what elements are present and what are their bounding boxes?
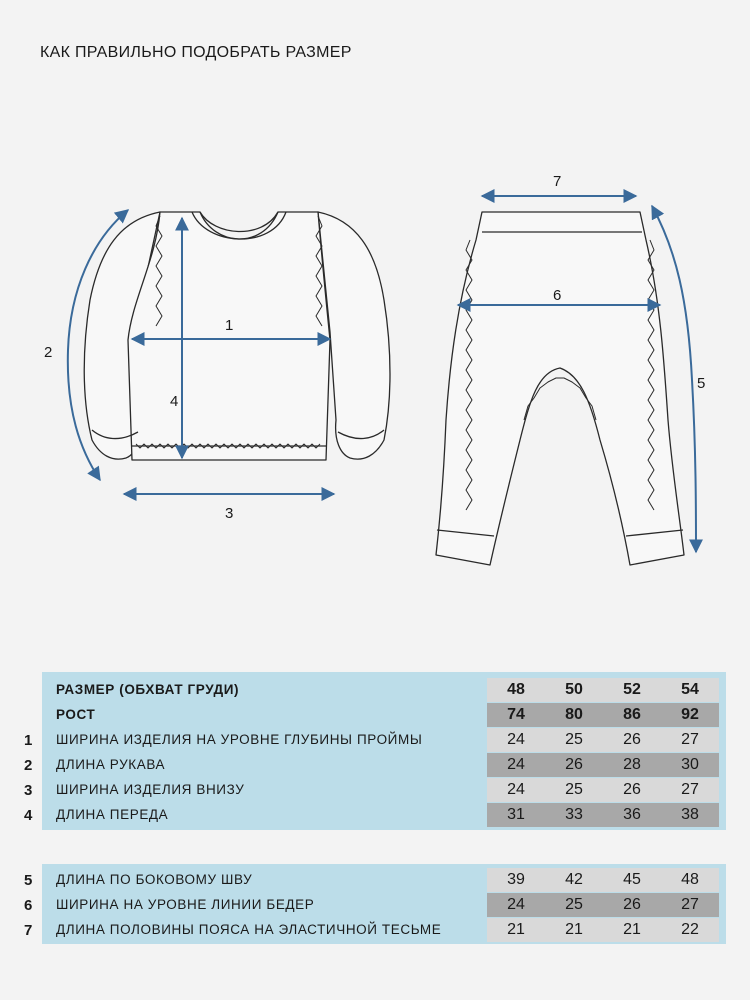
- cell: 26: [623, 781, 641, 798]
- cell: 21: [623, 921, 641, 938]
- cell: 26: [623, 896, 641, 913]
- row-label: ДЛИНА РУКАВА: [56, 757, 166, 772]
- cell: 26: [565, 756, 583, 773]
- table-row: [42, 918, 726, 942]
- cell: 36: [623, 806, 641, 823]
- cell: 25: [565, 731, 583, 748]
- cell: 39: [507, 871, 525, 888]
- row-number: 5: [24, 872, 33, 889]
- row-label: ДЛИНА ПОЛОВИНЫ ПОЯСА НА ЭЛАСТИЧНОЙ ТЕСЬМЕ: [56, 922, 442, 937]
- page-title: КАК ПРАВИЛЬНО ПОДОБРАТЬ РАЗМЕР: [40, 44, 352, 61]
- cell: 31: [507, 806, 525, 823]
- pants-illustration: [436, 212, 684, 565]
- measure-4-label: 4: [170, 393, 179, 410]
- cell: 42: [565, 871, 583, 888]
- table-row: [42, 753, 726, 777]
- cell: 80: [565, 706, 583, 723]
- table-row: [42, 868, 726, 892]
- cell: 24: [507, 781, 525, 798]
- cell: 52: [623, 681, 641, 698]
- cell: 24: [507, 896, 525, 913]
- row-label: ШИРИНА НА УРОВНЕ ЛИНИИ БЕДЕР: [56, 897, 315, 912]
- cell: 92: [681, 706, 699, 723]
- cell: 26: [623, 731, 641, 748]
- cell: 54: [681, 681, 699, 698]
- table-row: [42, 728, 726, 752]
- measure-1-label: 1: [225, 317, 234, 334]
- row-number: 4: [24, 807, 33, 824]
- cell: 48: [681, 871, 699, 888]
- cell: 24: [507, 731, 525, 748]
- measure-6-label: 6: [553, 287, 562, 304]
- table-row: [42, 778, 726, 802]
- cell: 21: [565, 921, 583, 938]
- cell: 50: [565, 681, 583, 698]
- table-row: [42, 803, 726, 827]
- row-number: 2: [24, 757, 33, 774]
- sweater-illustration: [84, 212, 390, 460]
- measure-7-label: 7: [553, 173, 562, 190]
- cell: 22: [681, 921, 699, 938]
- measure-5-label: 5: [697, 375, 706, 392]
- measure-3-label: 3: [225, 505, 234, 522]
- cell: 74: [507, 706, 525, 723]
- row-number: 7: [24, 922, 33, 939]
- cell: 27: [681, 781, 699, 798]
- cell: 48: [507, 681, 525, 698]
- row-label: ШИРИНА ИЗДЕЛИЯ НА УРОВНЕ ГЛУБИНЫ ПРОЙМЫ: [56, 732, 423, 747]
- cell: 28: [623, 756, 641, 773]
- cell: 45: [623, 871, 641, 888]
- size-table-bottom: [42, 864, 726, 944]
- size-table-top: [42, 672, 726, 830]
- cell: 24: [507, 756, 525, 773]
- height-row: [42, 703, 726, 727]
- cell: 27: [681, 731, 699, 748]
- measure-2-label: 2: [44, 344, 53, 361]
- row-label: ДЛИНА ПЕРЕДА: [56, 807, 169, 822]
- cell: 27: [681, 896, 699, 913]
- row-label: РАЗМЕР (ОБХВАТ ГРУДИ): [56, 682, 240, 697]
- row-label: ШИРИНА ИЗДЕЛИЯ ВНИЗУ: [56, 782, 245, 797]
- cell: 30: [681, 756, 699, 773]
- row-label: РОСТ: [56, 707, 96, 722]
- row-number: 6: [24, 897, 33, 914]
- cell: 86: [623, 706, 641, 723]
- cell: 25: [565, 896, 583, 913]
- table-row: [42, 893, 726, 917]
- cell: 38: [681, 806, 699, 823]
- garment-diagram: [0, 150, 750, 590]
- cell: 21: [507, 921, 525, 938]
- cell: 33: [565, 806, 583, 823]
- row-number: 3: [24, 782, 33, 799]
- row-label: ДЛИНА ПО БОКОВОМУ ШВУ: [56, 872, 253, 887]
- row-number: 1: [24, 732, 33, 749]
- size-row: [42, 678, 726, 702]
- cell: 25: [565, 781, 583, 798]
